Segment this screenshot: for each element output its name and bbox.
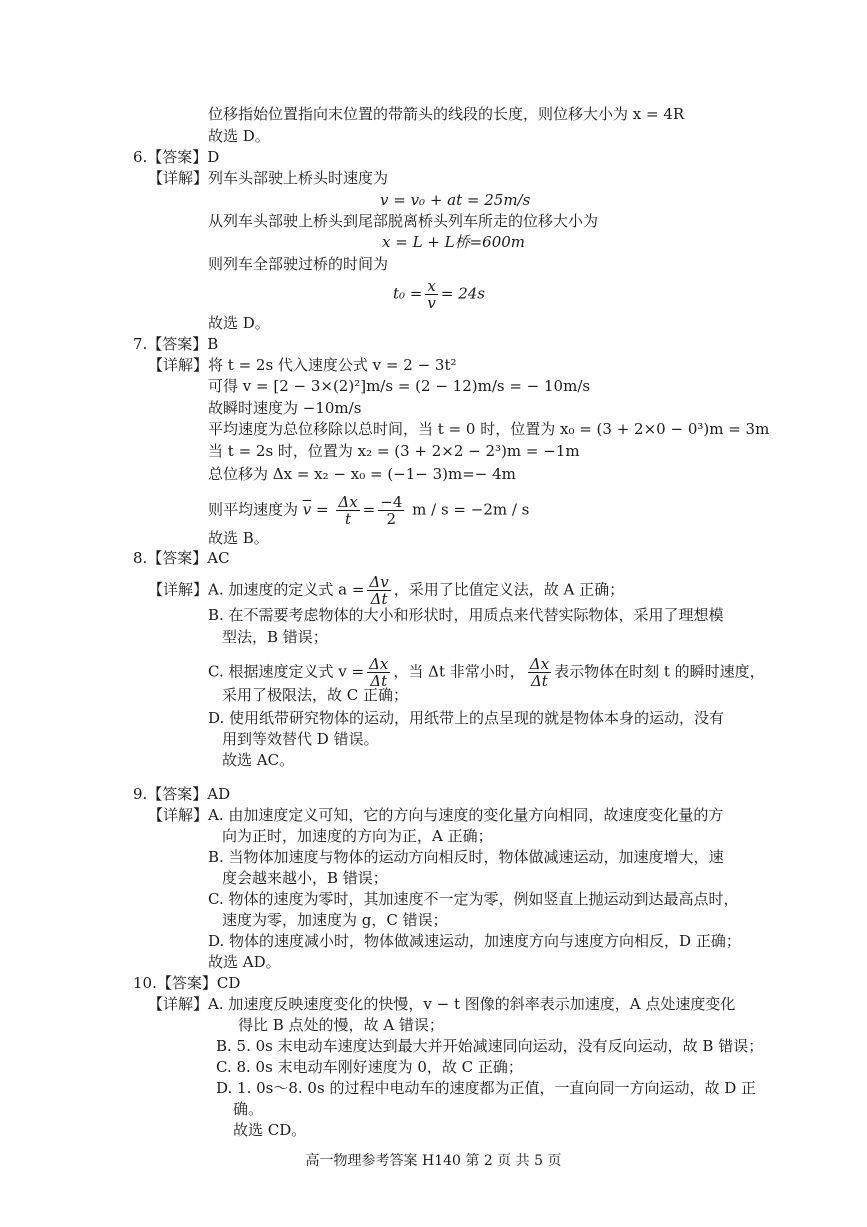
q8-c-mid: ，当 Δt 非常小时， xyxy=(393,662,525,681)
q10-option-d-1: D. 1. 0s～8. 0s 的过程中电动车的速度都为正值，一直向同一方向运动，故 D 正 xyxy=(216,1079,757,1097)
q8-option-b-1: B. 在不需要考虑物体的大小和形状时，用质点来代替实际物体，采用了理想模 xyxy=(208,606,724,624)
q9-option-c-2: 速度为零，加速度为 g，C 错误； xyxy=(222,911,448,929)
q10-option-a-2: 得比 B 点处的慢，故 A 错误； xyxy=(238,1016,444,1034)
q8-a-frac xyxy=(367,574,390,607)
q6-eq3-right: = 24s xyxy=(440,284,485,303)
q8-a-den: Δt xyxy=(370,590,388,608)
q7-line-3: 故瞬时速度为 −10m/s xyxy=(208,399,362,417)
q8-c-den: Δt xyxy=(370,672,388,690)
q7-l7-vbar: $\overline{v}$ xyxy=(302,500,312,519)
q8-c-den-2: Δt xyxy=(530,672,548,690)
q7-frac-1 xyxy=(336,494,359,527)
q8-a-post: ，采用了比值定义法，故 A 正确； xyxy=(393,580,625,599)
q6-end: 故选 D。 xyxy=(208,314,270,332)
q6-eq3-num: x xyxy=(425,278,437,295)
q7-end: 故选 B。 xyxy=(208,529,269,547)
q7-answer: 7.【答案】B xyxy=(133,335,219,353)
q9-answer: 9.【答案】AD xyxy=(133,785,231,803)
q8-c-num: Δx xyxy=(369,655,389,673)
q8-c-post: 表示物体在时刻 t 的瞬时速度， xyxy=(554,662,765,681)
q7-line-6: 总位移为 Δx = x₂ − x₀ = (−1− 3)m=− 4m xyxy=(208,465,516,483)
q6-eq3 xyxy=(393,278,485,311)
q6-eq1: v = v₀ + at = 25m/s xyxy=(380,191,531,209)
q7-frac-1-den: t xyxy=(345,510,352,528)
q9-option-b-1: B. 当物体加速度与物体的运动方向相反时，物体做减速运动，加速度增大，速 xyxy=(208,848,724,866)
q7-l7-pre: 则平均速度为 xyxy=(208,500,303,519)
q7-l7-eq: = xyxy=(311,500,334,519)
q6-eq2: x = L + L桥=600m xyxy=(382,233,526,251)
q9-option-a-2: 向为正时，加速度的方向为正，A 正确； xyxy=(222,827,493,845)
q6-line-2: 从列车头部驶上桥头到尾部脱离桥头列车所走的位移大小为 xyxy=(208,212,599,230)
intro-line-1: 位移指始位置指向末位置的带箭头的线段的长度，则位移大小为 x = 4R xyxy=(208,105,685,123)
q9-end: 故选 AD。 xyxy=(208,953,281,971)
q10-answer: 10.【答案】CD xyxy=(133,974,241,992)
q8-option-d-2: 用到等效替代 D 错误。 xyxy=(222,730,379,748)
q7-line-5: 当 t = 2s 时，位置为 x₂ = (3 + 2×2 − 2³)m = −1m xyxy=(208,442,580,460)
q8-option-c-2: 采用了极限法，故 C 正确； xyxy=(222,686,409,704)
q8-a-num: Δv xyxy=(369,573,389,591)
q7-frac-2-num: −4 xyxy=(380,493,403,511)
q9-option-a-1: 【详解】A. 由加速度定义可知，它的方向与速度的变化量方向相同，故速度变化量的方 xyxy=(148,806,724,824)
q6-eq3-den: v xyxy=(427,294,436,312)
q6-answer: 6.【答案】D xyxy=(133,148,220,166)
q10-option-a-1: 【详解】A. 加速度反映速度变化的快慢，v − t 图像的斜率表示加速度，A 点处速度变化 xyxy=(148,995,736,1013)
q6-eq3-left: t₀ = xyxy=(393,284,423,303)
q8-answer: 8.【答案】AC xyxy=(133,549,230,567)
q9-option-c-1: C. 物体的速度为零时，其加速度不一定为零，例如竖直上抛运动到达最高点时， xyxy=(208,890,739,908)
q8-c-frac-2 xyxy=(528,656,551,689)
q7-l7-post: m / s = −2m / s xyxy=(407,500,530,519)
q7-line-7: 则平均速度为 $\overline{v}$ = $\frac{\Delta x}{t}$ = $\frac{-4}{2}$ m / s = −2m / s xyxy=(208,493,530,528)
q6-detail: 【详解】列车头部驶上桥头时速度为 xyxy=(148,169,389,187)
q6-line-3: 则列车全部驶过桥的时间为 xyxy=(208,255,389,273)
q7-line-4: 平均速度为总位移除以总时间，当 t = 0 时，位置为 x₀ = (3 + 2×0 − 0³)m = 3m xyxy=(208,420,770,438)
q8-c-num-2: Δx xyxy=(529,655,550,673)
q8-option-a xyxy=(148,574,624,607)
q8-end: 故选 AC。 xyxy=(222,751,295,769)
q10-option-b: B. 5. 0s 末电动车速度达到最大并开始减速同向运动，没有反向运动，故 B 错误； xyxy=(216,1037,764,1055)
q7-frac-1-num: Δx xyxy=(338,493,358,511)
q7-frac-2-den: 2 xyxy=(386,510,397,528)
q7-frac-2 xyxy=(378,494,404,527)
q10-end: 故选 CD。 xyxy=(233,1121,307,1139)
q9-option-b-2: 度会越来越小，B 错误； xyxy=(222,869,388,887)
q8-option-d-1: D. 使用纸带研究物体的运动，用纸带上的点呈现的就是物体本身的运动，没有 xyxy=(208,709,725,727)
q10-option-d-2: 确。 xyxy=(233,1100,264,1118)
q8-a-pre: 【详解】A. 加速度的定义式 a = xyxy=(148,580,365,599)
q8-option-b-2: 型法，B 错误； xyxy=(222,628,328,646)
intro-line-2: 故选 D。 xyxy=(208,127,270,145)
q7-detail: 【详解】将 t = 2s 代入速度公式 v = 2 − 3t² xyxy=(148,356,457,374)
q7-line-2: 可得 v = [2 − 3×(2)²]m/s = (2 − 12)m/s = − 10m/s xyxy=(208,377,591,395)
q8-c-pre: C. 根据速度定义式 v = xyxy=(208,662,365,681)
page-footer: 高一物理参考答案 H140 第 2 页 共 5 页 xyxy=(305,1153,562,1169)
q10-option-c: C. 8. 0s 末电动车刚好速度为 0，故 C 正确； xyxy=(216,1058,523,1076)
q6-eq3-fraction xyxy=(425,278,437,311)
q9-option-d-1: D. 物体的速度减小时，物体做减速运动，加速度方向与速度方向相反，D 正确； xyxy=(208,932,741,950)
